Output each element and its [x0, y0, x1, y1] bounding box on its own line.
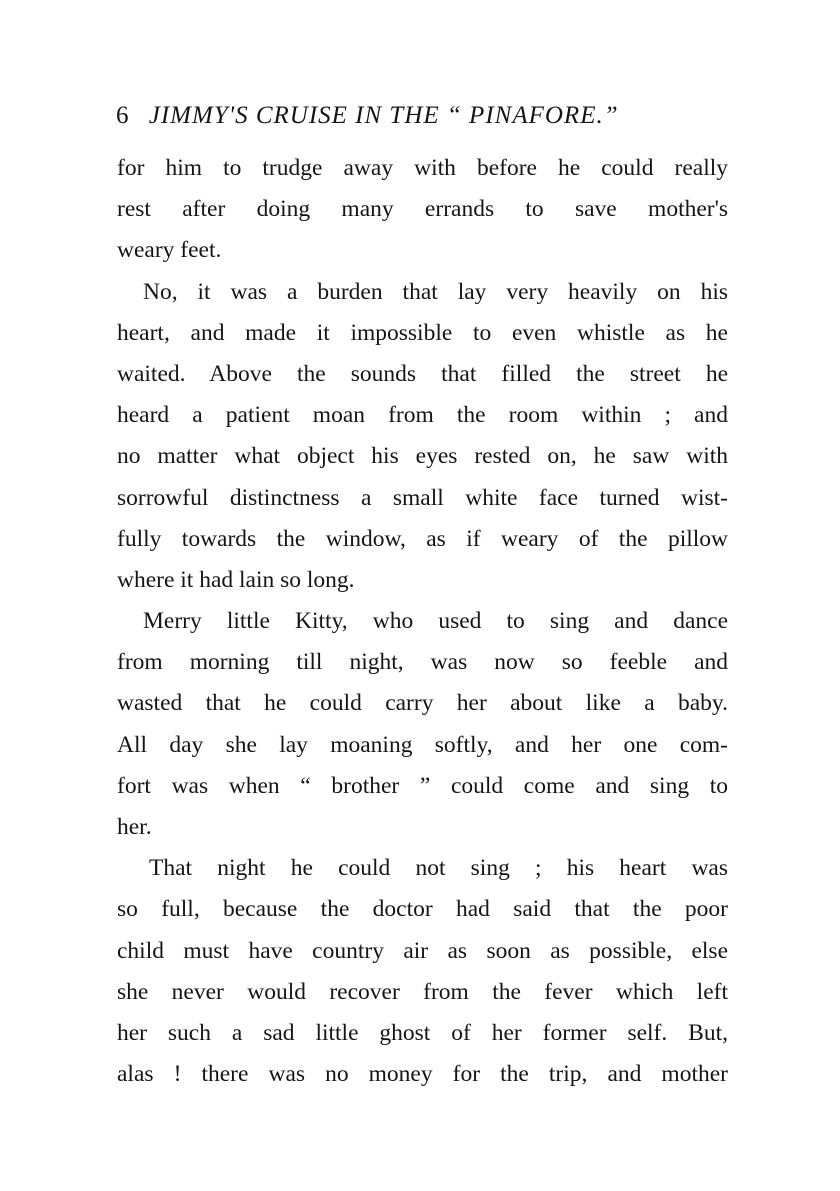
text-line: no matter what object his eyes rested on, he saw with [117, 443, 728, 470]
text-line: heard a patient moan from the room within ; and [117, 402, 728, 429]
text-line: waited. Above the sounds that filled the street he [117, 360, 728, 387]
text-line: where it had lain so long. [117, 566, 355, 593]
text-line: her such a sad little ghost of her former self. But, [117, 1019, 728, 1046]
text-line: heart, and made it impossible to even whistle as he [117, 319, 728, 346]
text-line: child must have country air as soon as possible, else [117, 937, 728, 964]
text-line: sorrowful distinctness a small white face turned wist- [117, 484, 728, 511]
text-line: for him to trudge away with before he could really [117, 155, 728, 181]
body-text [117, 148, 728, 1095]
text-line: rest after doing many errands to save mother's [117, 196, 728, 223]
text-line: fully towards the window, as if weary of the pillow [117, 525, 728, 552]
text-line: weary feet. [117, 237, 222, 264]
text-line: fort was when “ brother ” could come and sing to [117, 772, 728, 799]
text-line: she never would recover from the fever which left [117, 978, 728, 1005]
page-number: 6 [116, 102, 129, 129]
text-line: her. [117, 814, 152, 840]
text-line: That night he could not sing ; his heart was [149, 855, 728, 882]
text-line: from morning till night, was now so feeble and [117, 649, 728, 676]
text-line: alas ! there was no money for the trip, and mother [117, 1061, 728, 1088]
text-line: All day she lay moaning softly, and her one com- [117, 731, 728, 758]
running-title: JIMMY'S CRUISE IN THE “ PINAFORE.” [148, 102, 619, 129]
running-head [116, 96, 736, 136]
text-line: No, it was a burden that lay very heavily on his [143, 278, 728, 305]
text-line: Merry little Kitty, who used to sing and dance [143, 608, 728, 635]
text-line: wasted that he could carry her about like a baby. [117, 690, 728, 717]
text-line: so full, because the doctor had said that the poor [117, 896, 728, 923]
